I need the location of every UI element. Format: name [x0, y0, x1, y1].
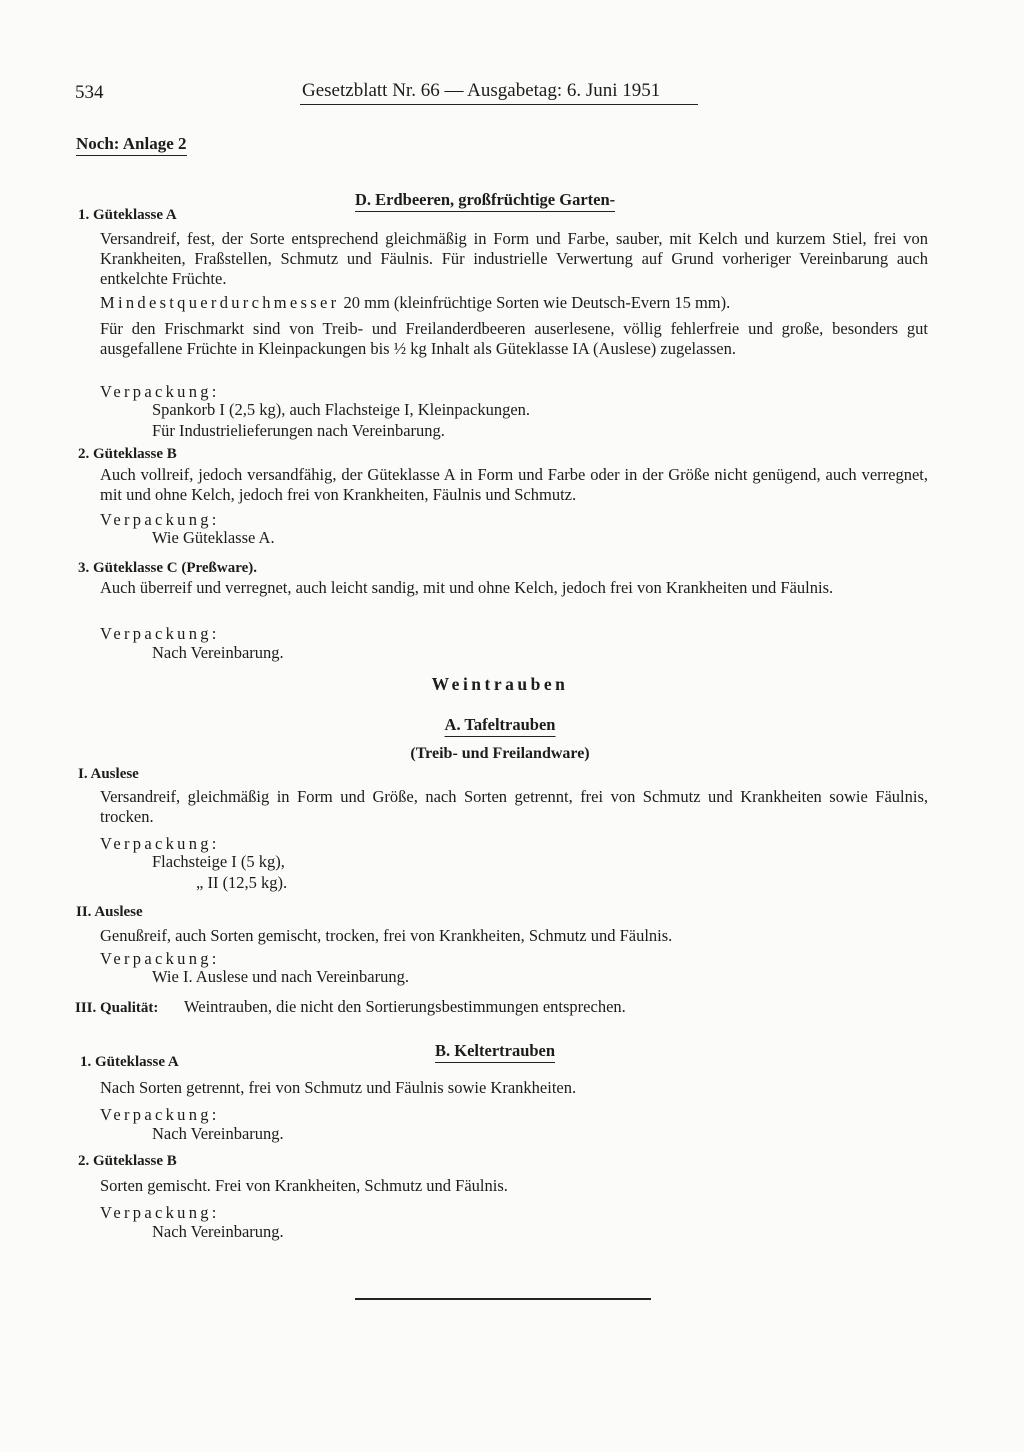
verpackung-line: Spankorb I (2,5 kg), auch Flachsteige I, Kleinpackungen. [152, 400, 531, 419]
verpackung-line: Wie Güteklasse A. [152, 528, 275, 547]
tafel-item-1-text: Versandreif, gleichmäßig in Form und Größe, nach Sorten getrennt, frei von Schmutz und Krankheiten sowie Fäulnis, trocken. [100, 787, 928, 826]
verpackung-label: Verpackung: [100, 949, 220, 968]
erdbeeren-item-3-label: 3. Güteklasse C (Preßware). [78, 560, 258, 576]
qualitaet-label: III. Qualität: [75, 1000, 159, 1016]
kelter-item-1-text: Nach Sorten getrennt, frei von Schmutz und Fäulnis sowie Krankheiten. [100, 1078, 577, 1097]
kelter-item-1-label: 1. Güteklasse A [80, 1054, 179, 1070]
kelter-item-2-label: 2. Güteklasse B [78, 1153, 177, 1169]
erdbeeren-item-2-label: 2. Güteklasse B [78, 446, 177, 462]
erdbeeren-item-1-text: Versandreif, fest, der Sorte entsprechend gleichmäßig in Form und Farbe, sauber, mit Kelch und kurzem Stiel, frei von Krankheiten, Fraßstellen, Schmutz und Fäulnis. Für industrielle Verwertung auf Grund vorheriger Vereinbarung auch entkelchte Früchte. [100, 229, 928, 288]
page-number: 534 [75, 82, 104, 103]
tafel-item-2-label: II. Auslese [76, 904, 143, 920]
verpackung-label: Verpackung: [100, 624, 220, 643]
erdbeeren-item-1-label: 1. Güteklasse A [78, 207, 177, 223]
tafeltrauben-heading: A. Tafeltrauben [445, 715, 556, 737]
mindestquerdurchmesser-label: Mindestquerdurchmesser [100, 293, 340, 312]
verpackung-line: Für Industrielieferungen nach Vereinbarung. [152, 421, 445, 440]
kelter-item-2-text: Sorten gemischt. Frei von Krankheiten, Schmutz und Fäulnis. [100, 1176, 508, 1195]
erdbeeren-item-2-text: Auch vollreif, jedoch versandfähig, der Güteklasse A in Form und Farbe oder in der Größe nicht genügend, auch verregnet, mit und ohne Kelch, jedoch frei von Krankheiten, Fäulnis und Schmutz. [100, 465, 928, 504]
tafeltrauben-subheading: (Treib- und Freilandware) [410, 745, 590, 762]
mindestquerdurchmesser-value: 20 mm (kleinfrüchtige Sorten wie Deutsch-Evern 15 mm). [343, 293, 731, 312]
tafel-item-1-label: I. Auslese [78, 766, 139, 782]
verpackung-line: Wie I. Auslese und nach Vereinbarung. [152, 967, 409, 986]
qualitaet-text: Weintrauben, die nicht den Sortierungsbestimmungen entsprechen. [184, 997, 626, 1016]
erdbeeren-item-3-text: Auch überreif und verregnet, auch leicht sandig, mit und ohne Kelch, jedoch frei von Krankheiten und Fäulnis. [100, 578, 834, 597]
mindestquerdurchmesser-line [100, 293, 730, 313]
verpackung-line: Nach Vereinbarung. [152, 1222, 284, 1241]
erdbeeren-item-1-frischmarkt: Für den Frischmarkt sind von Treib- und Freilanderdbeeren auserlesene, völlig fehlerfreie und große, besonders gut ausgefallene Früchte in Kleinpackungen bis ½ kg Inhalt als Güteklasse IA (Auslese) zugelassen. [100, 319, 928, 358]
verpackung-label: Verpackung: [100, 1105, 220, 1124]
page-header-title: Gesetzblatt Nr. 66 — Ausgabetag: 6. Juni 1951 [302, 80, 661, 101]
verpackung-line: Nach Vereinbarung. [152, 1124, 284, 1143]
verpackung-label: Verpackung: [100, 382, 220, 401]
keltertrauben-heading: B. Keltertrauben [435, 1041, 555, 1063]
verpackung-label: Verpackung: [100, 834, 220, 853]
verpackung-line: Nach Vereinbarung. [152, 643, 284, 662]
tafel-item-2-text: Genußreif, auch Sorten gemischt, trocken, frei von Krankheiten, Schmutz und Fäulnis. [100, 926, 673, 945]
end-rule [355, 1298, 651, 1300]
verpackung-label: Verpackung: [100, 510, 220, 529]
section-label: Noch: Anlage 2 [76, 134, 187, 156]
weintrauben-title: Weintrauben [431, 674, 569, 694]
header-rule [300, 104, 698, 105]
erdbeeren-heading: D. Erdbeeren, großfrüchtige Garten- [355, 190, 615, 212]
verpackung-label: Verpackung: [100, 1203, 220, 1222]
verpackung-line: Flachsteige I (5 kg), [152, 852, 285, 871]
verpackung-line: „ II (12,5 kg). [196, 873, 288, 892]
